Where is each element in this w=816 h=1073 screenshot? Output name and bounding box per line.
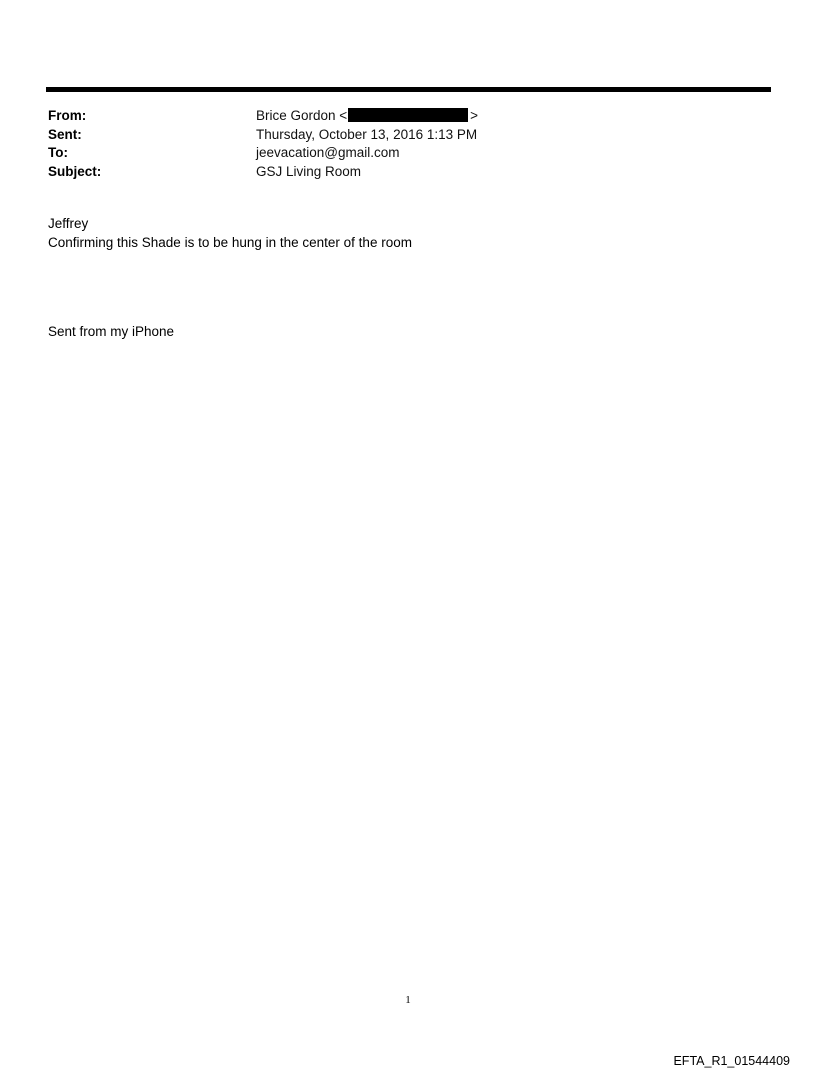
to-value: jeevacation@gmail.com xyxy=(256,145,400,160)
from-name: Brice Gordon < xyxy=(256,108,348,123)
page-number: 1 xyxy=(405,994,411,1006)
sent-label: Sent: xyxy=(48,126,82,142)
bates-stamp: EFTA_R1_01544409 xyxy=(673,1054,790,1068)
from-label: From: xyxy=(48,108,87,123)
from-value xyxy=(256,107,478,126)
header-row-to xyxy=(48,144,748,163)
body-greeting: Jeffrey xyxy=(48,216,89,231)
header-divider-rule xyxy=(46,87,771,92)
email-body xyxy=(48,215,412,252)
header-row-sent xyxy=(48,126,748,145)
from-closing: > xyxy=(470,108,479,123)
body-line-1: Confirming this Shade is to be hung in the center of the room xyxy=(48,234,412,250)
email-header xyxy=(48,107,748,181)
subject-value: GSJ Living Room xyxy=(256,163,362,179)
header-row-subject xyxy=(48,163,748,182)
subject-label: Subject: xyxy=(48,163,102,179)
redaction-box xyxy=(348,108,468,122)
header-row-from xyxy=(48,107,748,126)
sent-value: Thursday, October 13, 2016 1:13 PM xyxy=(256,126,478,142)
to-label: To: xyxy=(48,145,68,160)
email-signature: Sent from my iPhone xyxy=(48,324,175,339)
